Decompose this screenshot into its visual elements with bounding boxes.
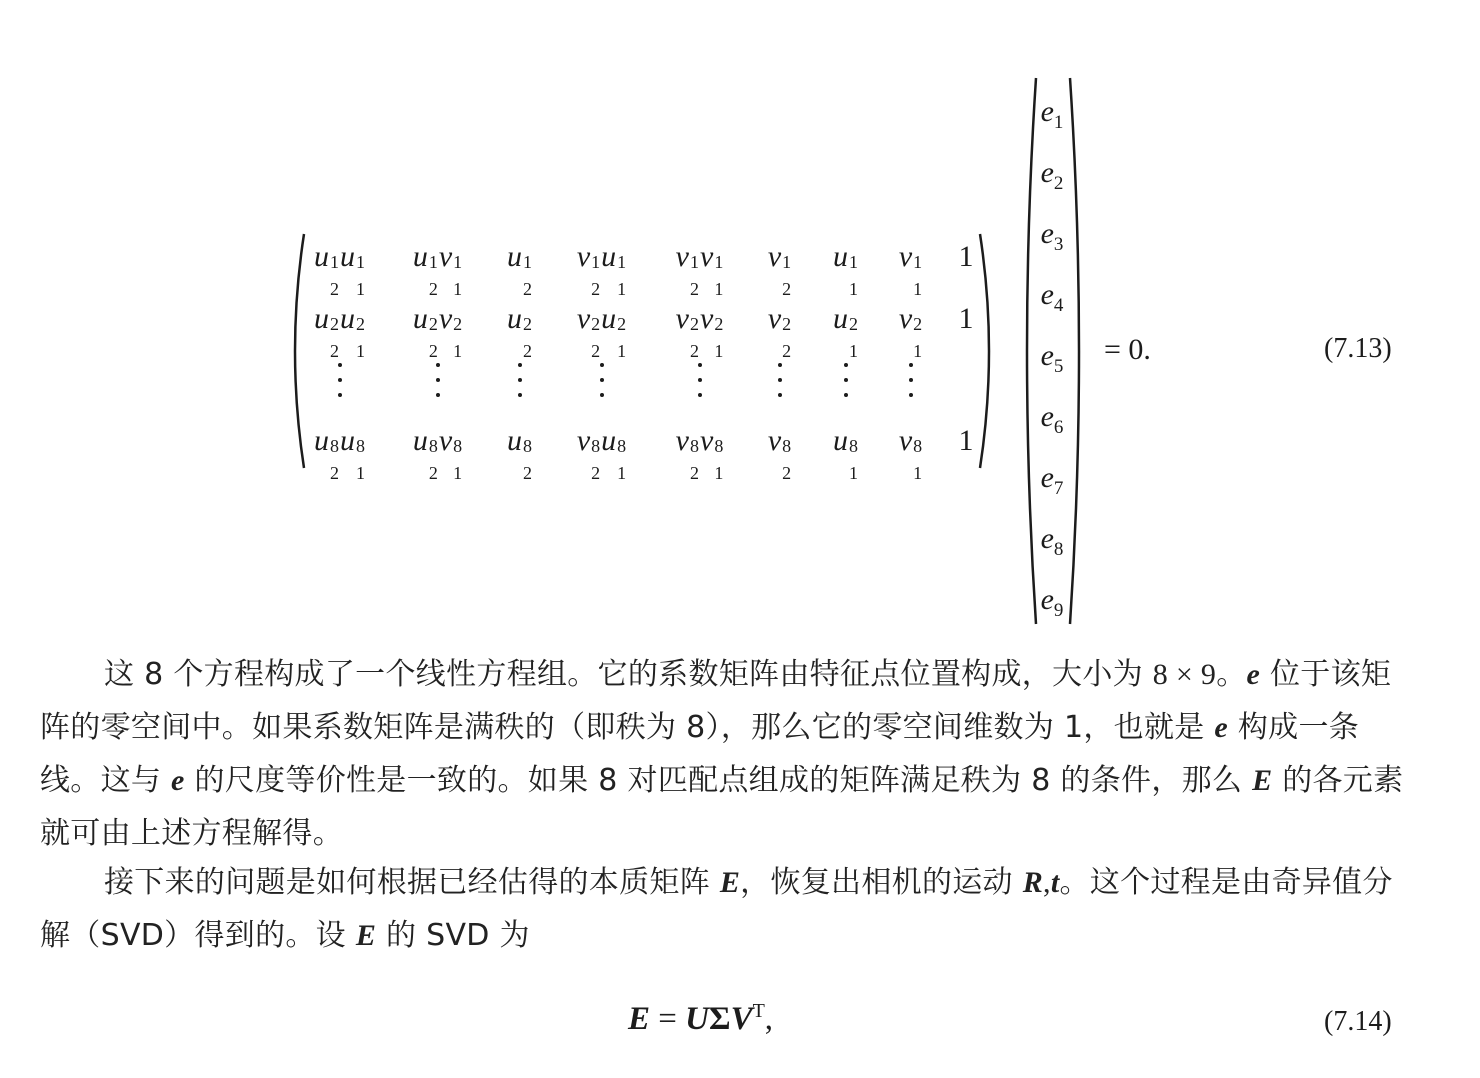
- vertical-ellipsis: [517, 363, 523, 397]
- matrix-entry: v 8 1: [898, 424, 923, 483]
- vector-entry: $e_3$: [1040, 217, 1064, 255]
- symbol-E: E: [719, 866, 741, 899]
- symbol-V: V: [730, 1001, 753, 1037]
- matrix-entry: v 1 2 v 1 1: [675, 240, 724, 299]
- para2-text-2: ，恢复出相机的运动: [740, 865, 1023, 900]
- vertical-ellipsis: [337, 363, 343, 397]
- vector-entry: $e_6$: [1040, 400, 1064, 438]
- transpose-mark: T: [752, 1000, 765, 1022]
- matrix-entry: 1: [958, 424, 974, 457]
- vertical-ellipsis: [435, 363, 441, 397]
- matrix-entry: u 8 1: [833, 424, 858, 483]
- paragraph-linear-system: [40, 648, 1406, 860]
- para1-text-3: 位于该矩阵的零空间中。如果系数矩阵是满秩的（即秩为 8），那么它的零空间维数为 1，也就是: [40, 657, 1392, 745]
- matrix-entry: v 1 2: [767, 240, 792, 299]
- para1-text-1: 这 8 个方程构成了一个线性方程组。它的系数矩阵由特征点位置构成，大小为: [104, 657, 1153, 692]
- matrix-entry: v 1 2 u 1 1: [576, 240, 627, 299]
- paragraph-svd-intro: [40, 856, 1406, 962]
- vector-entry: $e_8$: [1040, 522, 1064, 560]
- matrix-right-parenthesis: [976, 232, 1000, 470]
- symbol-e: e: [1214, 711, 1229, 744]
- para1-text-5: 的尺度等价性是一致的。如果 8 对匹配点组成的矩阵满足秩为 8 的条件，那么: [184, 763, 1253, 798]
- equals-sign: =: [650, 1001, 686, 1037]
- symbol-R: R: [1022, 866, 1044, 899]
- matrix-dimension: 8 × 9: [1152, 658, 1217, 691]
- para2-text-1: 接下来的问题是如何根据已经估得的本质矩阵: [104, 865, 720, 900]
- symbol-e: e: [1246, 658, 1261, 691]
- vector-entry: $e_7$: [1040, 461, 1064, 499]
- para2-text-3: 。这个过程是由奇异值分解（SVD）得到的。设: [40, 865, 1393, 953]
- para1-text-2: 。: [1216, 657, 1247, 692]
- equation-number-7-14: (7.14): [1324, 1006, 1392, 1037]
- vector-entry: $e_2$: [1040, 156, 1064, 194]
- vector-left-parenthesis: [1016, 76, 1040, 626]
- symbol-sigma: Σ: [708, 1001, 731, 1037]
- matrix-entry: u 1 2 v 1 1: [412, 240, 463, 299]
- symbol-e: e: [171, 764, 185, 797]
- vector-entry: $e_1$: [1040, 95, 1064, 133]
- matrix-left-parenthesis: [284, 232, 308, 470]
- symbol-E: E: [628, 1001, 651, 1037]
- trailing-comma: ,: [764, 1001, 774, 1037]
- matrix-entry: v 2 1: [898, 302, 923, 361]
- matrix-entry: v 8 2: [767, 424, 792, 483]
- vertical-ellipsis: [599, 363, 605, 397]
- matrix-entry: v 2 2 u 2 1: [576, 302, 627, 361]
- equation-7-14: [628, 1000, 773, 1038]
- matrix-entry: u 8 2 v 8 1: [412, 424, 463, 483]
- matrix-entry: v 1 1: [898, 240, 923, 299]
- matrix-entry: u 2 2 v 2 1: [412, 302, 463, 361]
- matrix-entry: u 1 2 u 1 1: [314, 240, 365, 299]
- vertical-ellipsis: [777, 363, 783, 397]
- matrix-entry: v 8 2 u 8 1: [576, 424, 627, 483]
- equals-zero: = 0.: [1104, 333, 1151, 366]
- vertical-ellipsis: [843, 363, 849, 397]
- para2-text-4: 的 SVD 为: [376, 918, 530, 953]
- symbol-comma: ,: [1043, 866, 1051, 899]
- para1-text-6: 的各元素就可由上述方程解得。: [40, 763, 1404, 851]
- vector-entry: $e_5$: [1040, 339, 1064, 377]
- matrix-entry: u 2 2: [507, 302, 532, 361]
- matrix-entry: v 2 2: [767, 302, 792, 361]
- symbol-t: t: [1050, 866, 1060, 899]
- vector-right-parenthesis: [1066, 76, 1090, 626]
- matrix-entry: u 2 1: [833, 302, 858, 361]
- matrix-entry: u 8 2 u 8 1: [314, 424, 365, 483]
- symbol-E: E: [1252, 764, 1273, 797]
- matrix-entry: 1: [958, 240, 974, 273]
- vector-entry: $e_4$: [1040, 278, 1064, 316]
- symbol-U: U: [685, 1001, 709, 1037]
- matrix-entry: u 1 1: [833, 240, 858, 299]
- matrix-entry: 1: [958, 302, 974, 335]
- equation-number-7-13: (7.13): [1324, 333, 1392, 364]
- matrix-entry: u 1 2: [507, 240, 532, 299]
- vector-entry: $e_9$: [1040, 583, 1064, 621]
- para1-text-4: 构成一条线。这与: [40, 710, 1360, 798]
- matrix-entry: v 8 2 v 8 1: [675, 424, 724, 483]
- matrix-entry: u 8 2: [507, 424, 532, 483]
- symbol-E: E: [355, 919, 377, 952]
- matrix-entry: u 2 2 u 2 1: [314, 302, 365, 361]
- vertical-ellipsis: [908, 363, 914, 397]
- matrix-entry: v 2 2 v 2 1: [675, 302, 724, 361]
- vertical-ellipsis: [697, 363, 703, 397]
